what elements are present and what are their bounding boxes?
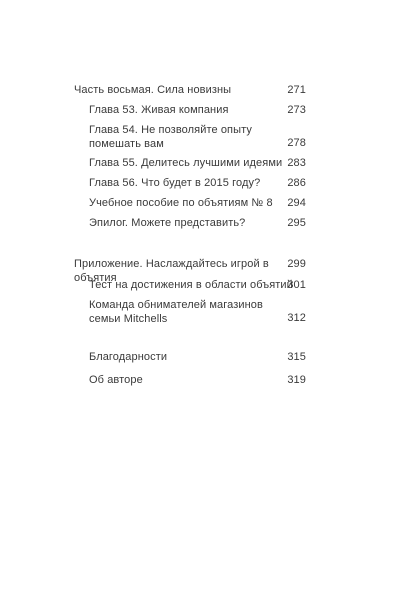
- toc-entry-page: 278: [287, 137, 306, 149]
- toc-entry-chapter-53: [89, 103, 306, 117]
- toc-entry-title: Часть восьмая. Сила новизны: [74, 84, 232, 96]
- toc-entry-title: Глава 56. Что будет в 2015 году?: [89, 177, 261, 189]
- toc-entry-page: 273: [287, 104, 306, 116]
- toc-entry-title: Эпилог. Можете представить?: [89, 217, 246, 229]
- toc-entry-title: Благодарности: [89, 351, 168, 363]
- toc-entry-title: Глава 53. Живая компания: [89, 104, 229, 116]
- toc-entry-chapter-55: [89, 156, 306, 170]
- toc-entry-page: 271: [287, 84, 306, 96]
- toc-entry-tutorial-8: [89, 196, 306, 210]
- toc-entry-acknowledgements: [89, 350, 306, 364]
- toc-entry-page: 319: [287, 374, 306, 386]
- toc-entry-about-author: [89, 373, 306, 387]
- toc-entry-page: 283: [287, 157, 306, 169]
- toc-entry-page: 301: [287, 279, 306, 291]
- toc-entry-title: Тест на достижения в области объятий: [89, 279, 293, 291]
- toc-entry-page: 294: [287, 197, 306, 209]
- toc-entry-chapter-54: [89, 123, 306, 151]
- toc-entry-part-eight: [74, 83, 306, 97]
- toc-entry-chapter-56: [89, 176, 306, 190]
- toc-entry-title: Глава 55. Делитесь лучшими идеями: [89, 157, 283, 169]
- toc-entry-title: Об авторе: [89, 374, 143, 386]
- toc-entry-page: 299: [287, 258, 306, 270]
- toc-entry-huggers-team: [89, 298, 306, 326]
- toc-entry-page: 295: [287, 217, 306, 229]
- toc-entry-appendix: [74, 257, 306, 284]
- toc-entry-title: Учебное пособие по объятиям № 8: [89, 197, 273, 209]
- toc-entry-achievement-test: [89, 278, 306, 292]
- toc-entry-page: 315: [287, 351, 306, 363]
- toc-entry-title: Глава 54. Не позволяйте опыту помешать вам: [89, 124, 252, 150]
- toc-entry-page: 286: [287, 177, 306, 189]
- toc-entry-epilogue: [89, 216, 306, 230]
- toc-entry-title: Приложение. Наслаждайтесь игрой в объятия: [74, 258, 269, 284]
- toc-entry-title: Команда обнимателей магазинов семьи Mitchells: [89, 299, 263, 325]
- toc-entry-page: 312: [287, 312, 306, 324]
